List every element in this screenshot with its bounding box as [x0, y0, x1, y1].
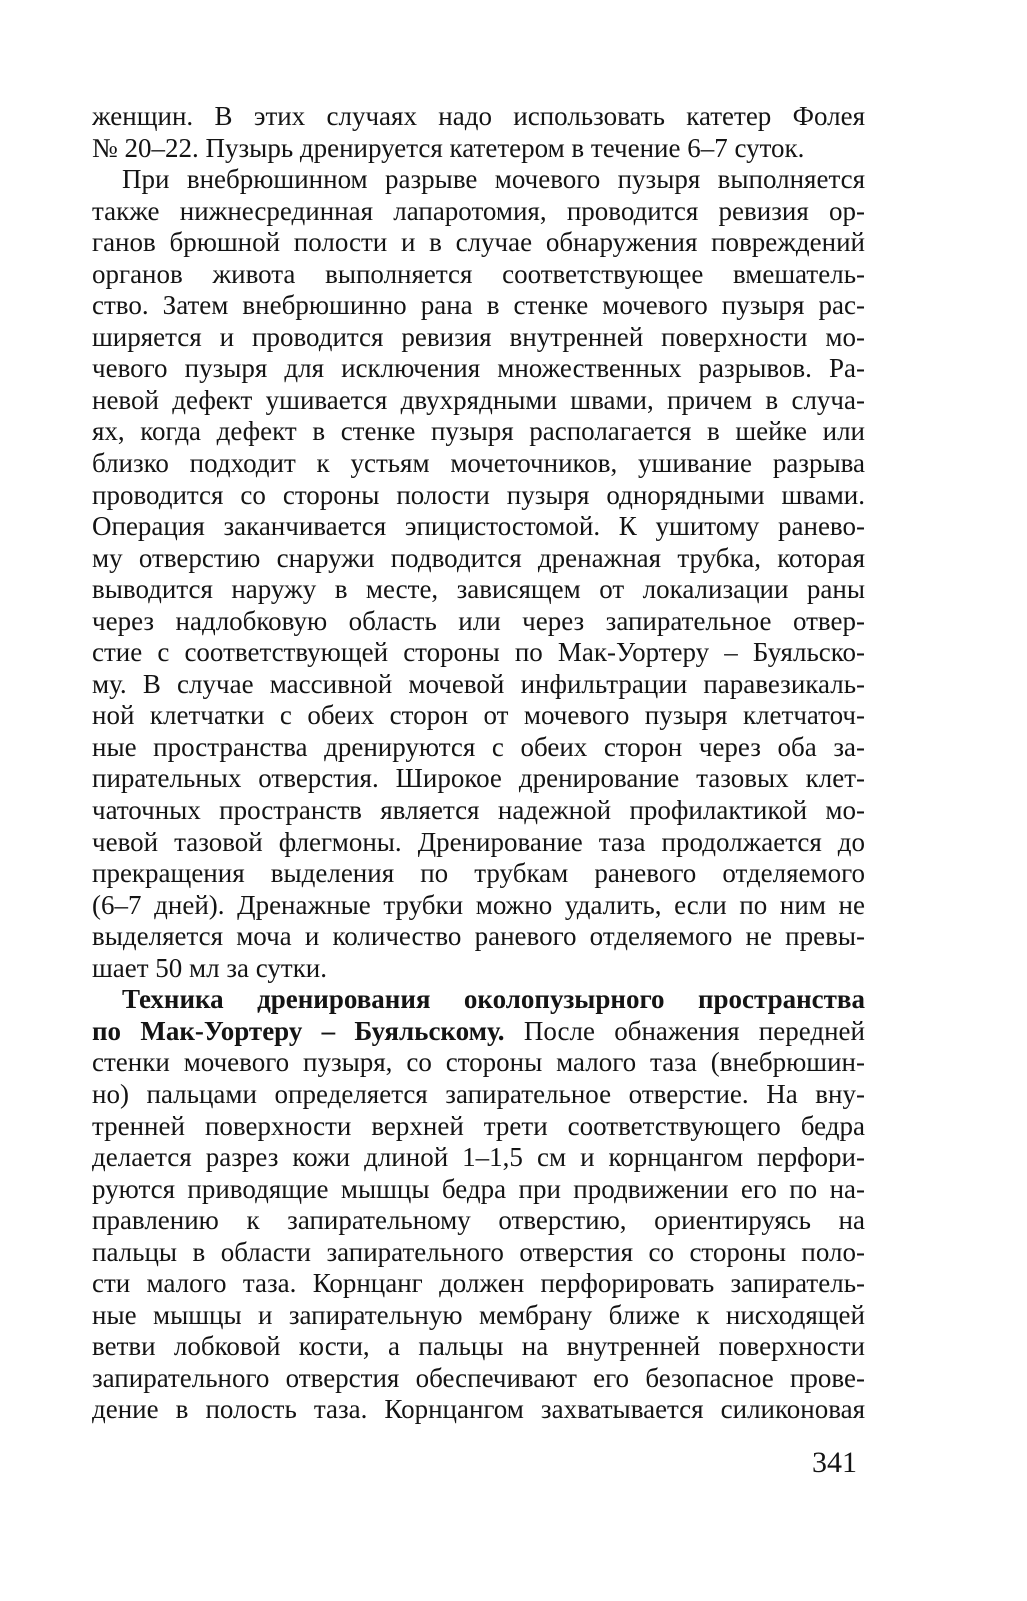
text-line: женщин. В этих случаях надо использовать катетер Фолея — [92, 101, 865, 131]
body-text — [92, 101, 865, 1426]
text-line: невой дефект ушивается двухрядными швами, причем в случа- — [92, 384, 865, 415]
text-line: При внебрюшинном разрыве мочевого пузыря выполняется — [122, 164, 865, 195]
text-line: шает 50 мл за сутки. — [92, 952, 328, 983]
section-heading-line — [92, 1016, 865, 1048]
text-line: сти малого таза. Корнцанг должен перфорировать запиратель- — [92, 1268, 865, 1299]
text-line: Операция заканчивается эпицистостомой. К ушитому ранево- — [92, 511, 865, 542]
text-line: (6–7 дней). Дренажные трубки можно удалить, если по ним не — [92, 889, 865, 920]
text-line: № 20–22. Пузырь дренируется катетером в течение 6–7 суток. — [92, 132, 805, 163]
text-line: выделяется моча и количество раневого отделяемого не превы- — [92, 921, 865, 952]
text-line: ные пространства дренируются с обеих сторон через оба за- — [92, 731, 865, 762]
text-line: также нижнесрединная лапаротомия, проводится ревизия ор- — [92, 195, 865, 226]
text-line: пальцы в области запирательного отверстия со стороны поло- — [92, 1236, 865, 1267]
text-line: ганов брюшной полости и в случае обнаружения повреждений — [92, 227, 865, 258]
text-line: ширяется и проводится ревизия внутренней поверхности мо- — [92, 321, 865, 352]
text-line: пирательных отверстия. Широкое дренирование тазовых клет- — [92, 763, 865, 794]
text-line: ях, когда дефект в стенке пузыря располагается в шейке или — [92, 416, 865, 447]
text-line: через надлобковую область или через запирательное отвер- — [92, 605, 865, 636]
text-line: проводится со стороны полости пузыря однорядными швами. — [92, 479, 865, 510]
text-line: руются приводящие мышцы бедра при продвижении его по на- — [92, 1173, 865, 1204]
text-line: ной клетчатки с обеих сторон от мочевого пузыря клетчаточ- — [92, 700, 865, 731]
text-line: органов живота выполняется соответствующее вмешатель- — [92, 258, 865, 289]
text-line: чаточных пространств является надежной профилактикой мо- — [92, 795, 865, 826]
section-heading-continued: по Мак-Уортеру – Буяльскому. — [92, 1015, 505, 1046]
text-line: чевого пузыря для исключения множественных разрывов. Ра- — [92, 353, 865, 384]
text-line: стенки мочевого пузыря, со стороны малого таза (внебрюшин- — [92, 1047, 865, 1078]
text-line: ветви лобковой кости, а пальцы на внутренней поверхности — [92, 1331, 865, 1362]
text-line: му отверстию снаружи подводится дренажная трубка, которая — [92, 542, 865, 573]
text-line: но) пальцами определяется запирательное отверстие. На вну- — [92, 1078, 865, 1109]
text-run: После обнажения передней — [504, 1015, 865, 1046]
text-line: стие с соответствующей стороны по Мак-Уортеру – Буяльско- — [92, 637, 865, 668]
section-heading: Техника дренирования околопузырного пространства — [122, 984, 865, 1015]
text-line: запирательного отверстия обеспечивают его безопасное прове- — [92, 1362, 865, 1393]
text-line: ные мышцы и запирательную мембрану ближе к нисходящей — [92, 1299, 865, 1330]
text-line: ство. Затем внебрюшинно рана в стенке мочевого пузыря рас- — [92, 290, 865, 321]
text-line: тренней поверхности верхней трети соответствующего бедра — [92, 1110, 865, 1141]
text-line: му. В случае массивной мочевой инфильтрации паравезикаль- — [92, 668, 865, 699]
text-line: делается разрез кожи длиной 1–1,5 см и корнцангом перфори- — [92, 1142, 865, 1173]
text-line: правлению к запирательному отверстию, ориентируясь на — [92, 1205, 865, 1236]
text-line: близко подходит к устьям мочеточников, ушивание разрыва — [92, 448, 865, 479]
page-number: 341 — [812, 1446, 857, 1479]
text-line: прекращения выделения по трубкам раневого отделяемого — [92, 858, 865, 889]
text-line: дение в полость таза. Корнцангом захватывается силиконовая — [92, 1394, 865, 1425]
text-line: выводится наружу в месте, зависящем от локализации раны — [92, 574, 865, 605]
text-line: чевой тазовой флегмоны. Дренирование таза продолжается до — [92, 826, 865, 857]
